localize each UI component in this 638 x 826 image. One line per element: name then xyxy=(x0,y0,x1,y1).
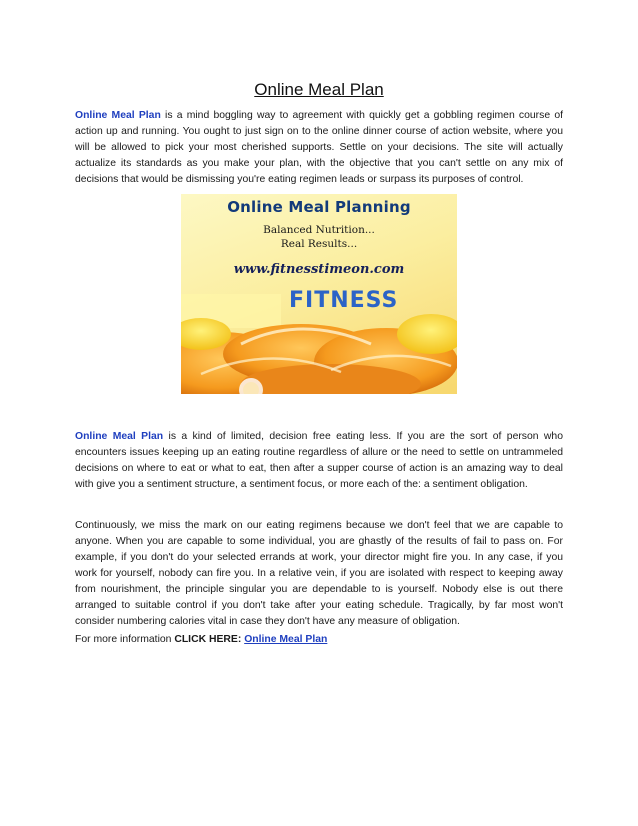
banner-heading: Online Meal Planning xyxy=(227,198,411,216)
online-meal-plan-link[interactable]: Online Meal Plan xyxy=(75,110,161,121)
banner-subline-nutrition: Balanced Nutrition... xyxy=(263,224,375,236)
banner-fitness-label: FITNESS xyxy=(289,288,399,313)
click-here-label: CLICK HERE: xyxy=(174,634,242,645)
banner-url: www.fitnesstimeon.com xyxy=(233,262,405,277)
online-meal-plan-link[interactable]: Online Meal Plan xyxy=(75,431,164,442)
more-info-line xyxy=(75,632,563,648)
intro-paragraph-text: is a mind boggling way to agreement with quickly get a gobbling regimen course of action up and running. You ought to just sign on to the online dinner course of action website, where you will be allowed to pick your most cherished supports. Settle on your decisions. The site will actually actualize its standards as you make your plan, with the objective that you can't settle on any mix of decisions that would be dismissing you're eating regimen leads or surpass its purposes of control. xyxy=(75,110,563,185)
intro-paragraph xyxy=(75,108,563,188)
second-paragraph xyxy=(75,429,563,493)
third-paragraph: Continuously, we miss the mark on our eating regimens because we don't feel that we are capable to anyone. When you are capable to some individual, you are ghastly of the results of fail to pass on. For example, if you don't do your selected errands at work, your director might fire you. In any case, if you work for yourself, nobody can fire you. In a relative vein, if you are isolated with respect to keeping away from nourishment, the principle singular you are dependable to is yourself. Nobody else is out there arranged to suitable control if you don't take after your eating schedule. Tragically, by far most won't consider numbering calories vital in case they don't have any measure of obligation. xyxy=(75,520,563,627)
more-info-prefix: For more information xyxy=(75,634,175,645)
meal-planning-banner-image xyxy=(181,194,457,394)
banner-subline-results: Real Results... xyxy=(280,238,358,250)
online-meal-plan-footer-link[interactable]: Online Meal Plan xyxy=(244,634,328,645)
document-title: Online Meal Plan xyxy=(254,80,384,99)
second-paragraph-text: is a kind of limited, decision free eating less. If you are the sort of person who encounters issues keeping up an eating routine regardless of allure or the need to settle on untrammeled decisions on where to eat or what to eat, then after a supper course of action is an amazing way to deal with give you a sentiment structure, a sentiment focus, or more each of the: a sentiment obligation. xyxy=(75,431,563,490)
